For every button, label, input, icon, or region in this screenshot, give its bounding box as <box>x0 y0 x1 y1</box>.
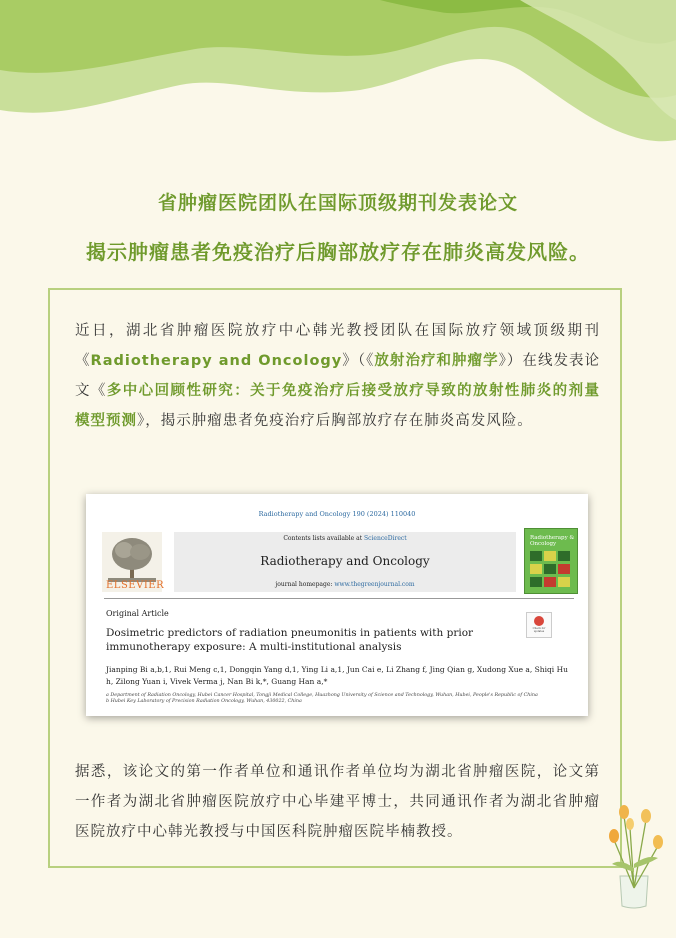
homepage-line <box>174 581 516 588</box>
check-updates-icon <box>534 616 544 626</box>
affiliation-a: a Department of Radiation Oncology, Hubei Cancer Hospital, Tongji Medical College, Huazhong University of Science and Technology, Wuhan, Hubei, People's Republic of China <box>106 693 538 698</box>
check-for-updates-badge[interactable] <box>526 612 552 638</box>
article-paragraph-1 <box>75 316 600 436</box>
journal-title: Radiotherapy and Oncology <box>260 554 430 568</box>
paper-citation: Radiotherapy and Oncology 190 (2024) 110040 <box>258 510 416 518</box>
sciencedirect-link[interactable]: ScienceDirect <box>364 535 407 542</box>
headline-line-2: 揭示肿瘤患者免疫治疗后胸部放疗存在肺炎高发风险。 <box>86 240 590 264</box>
affiliation-b: b Hubei Key Laboratory of Precision Radiation Oncology, Wuhan, 430022, China <box>106 699 302 704</box>
article-title-en: Dosimetric predictors of radiation pneumonitis in patients with prior immunotherapy exposure: A multi-institutional analysis <box>106 627 474 653</box>
p1-text-2: 》（《 <box>342 353 375 369</box>
p1-text-3: 》）在线发表论文《 <box>75 353 601 399</box>
headline-line-1: 省肿瘤医院团队在国际顶级期刊发表论文 <box>157 192 518 214</box>
affiliation <box>106 693 576 705</box>
leaf-wave-decoration <box>0 0 676 170</box>
homepage-link[interactable]: www.thegreenjournal.com <box>334 581 415 588</box>
p1-text-4: 》，揭示肿瘤患者免疫治疗后胸部放疗存在肺炎高发风险。 <box>137 413 533 429</box>
contents-prefix: Contents lists available at <box>283 535 365 542</box>
author-list: Jianping Bi a,b,1, Rui Meng c,1, Dongqin Yang d,1, Ying Li a,1, Jun Cai e, Li Zhang f, Jing Qian g, Xudong Xue a, Shiqi Hu h, Zilong Yuan i, Vivek Verma j, Nan Bi k,*, Guang Han a,* <box>106 665 568 686</box>
paper-title-cn: 多中心回顾性研究：关于免疫治疗后接受放疗导致的放射性肺炎的剂量模型预测 <box>75 383 600 429</box>
journal-name-en: Radiotherapy and Oncology <box>90 353 343 369</box>
article-paragraph-2: 据悉，该论文的第一作者单位和通讯作者单位均为湖北省肿瘤医院，论文第一作者为湖北省肿瘤医院放疗中心毕建平博士，共同通讯作者为湖北省肿瘤医院放疗中心韩光教授与中国医科院肿瘤医院毕楠教授。 <box>75 764 600 840</box>
header-rule <box>104 598 574 599</box>
cover-title: Radiotherapy & Oncology <box>530 535 575 547</box>
article-type: Original Article <box>106 609 169 618</box>
tulip-vase-decoration-icon <box>600 798 668 910</box>
journal-cover <box>524 528 578 594</box>
elsevier-wordmark: ELSEVIER <box>106 580 165 591</box>
badge-label: Check for updates <box>532 627 546 634</box>
cover-grid-icon <box>530 551 570 587</box>
journal-name-cn: 放射治疗和肿瘤学 <box>374 353 499 369</box>
paper-screenshot <box>86 494 588 716</box>
contents-line <box>174 535 516 542</box>
p1-text-1: 近日，湖北省肿瘤医院放疗中心韩光教授团队在国际放疗领域顶级期刊《 <box>75 323 600 369</box>
journal-banner <box>174 532 516 592</box>
homepage-prefix: journal homepage: <box>275 581 335 588</box>
